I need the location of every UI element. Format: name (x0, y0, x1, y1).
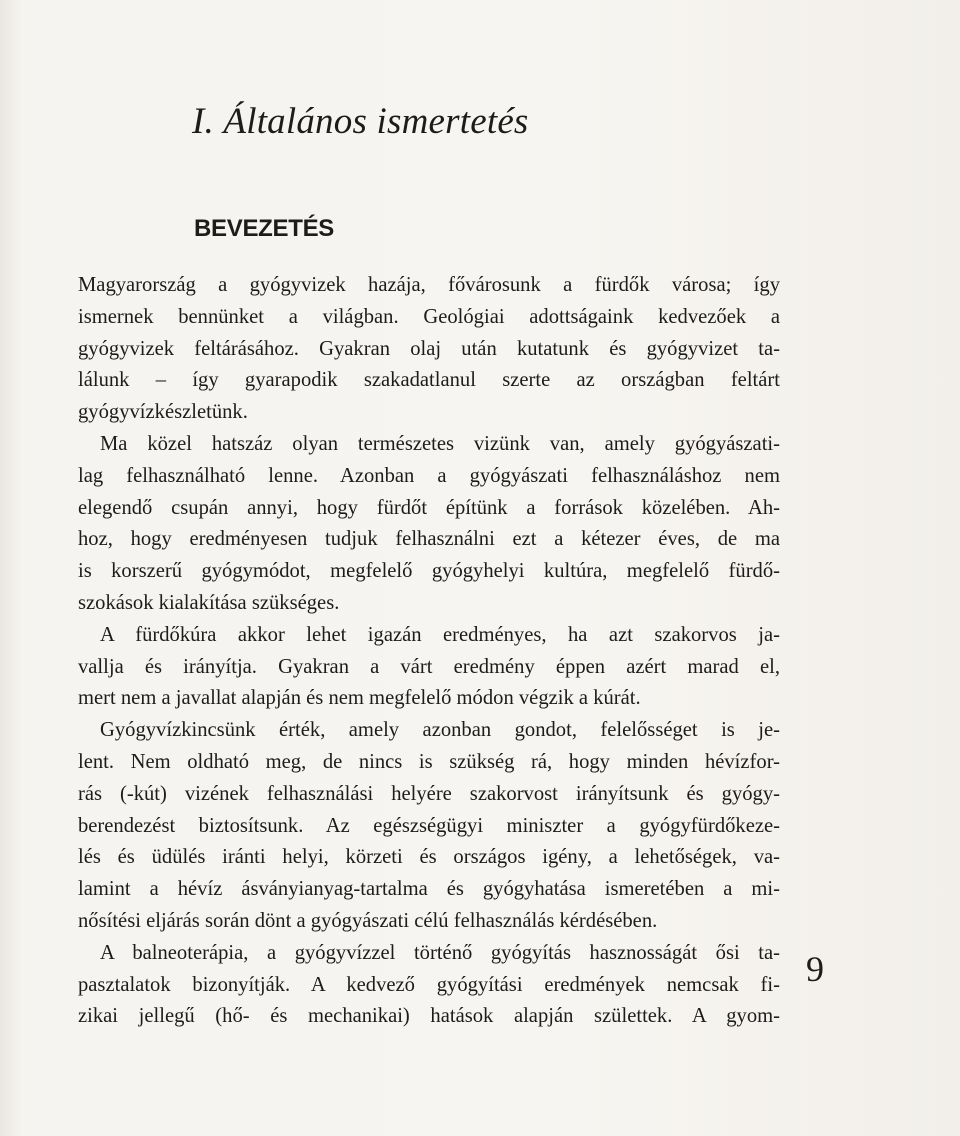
text-line: Gyógyvízkincsünk érték, amely azonban gondot, felelősséget is je- (100, 719, 780, 742)
text-line: berendezést biztosítsunk. Az egészségügyi miniszter a gyógyfürdőkeze- (78, 814, 780, 837)
text-line: is korszerű gyógymódot, megfelelő gyógyhelyi kultúra, megfelelő fürdő- (78, 560, 780, 583)
text-line: mert nem a javallat alapján és nem megfelelő módon végzik a kúrát. (78, 687, 641, 710)
text-line: lag felhasználható lenne. Azonban a gyógyászati felhasználáshoz nem (78, 464, 780, 487)
text-line: lálunk – így gyarapodik szakadatlanul szerte az országban feltárt (78, 369, 780, 392)
text-line: zikai jellegű (hő- és mechanikai) hatások alapján születtek. A gyom- (78, 1005, 780, 1028)
body-text (78, 270, 780, 1033)
text-line: A fürdőkúra akkor lehet igazán eredményes, ha azt szakorvos ja- (100, 623, 780, 646)
text-line: szokások kialakítása szükséges. (78, 591, 340, 614)
text-line: pasztalatok bizonyítják. A kedvező gyógyítási eredmények nemcsak fi- (78, 973, 780, 996)
text-line: gyógyvízkészletünk. (78, 401, 248, 424)
page-number: 9 (806, 949, 824, 989)
text-line: vallja és irányítja. Gyakran a várt eredmény éppen azért marad el, (78, 655, 780, 678)
text-line: ismernek bennünket a világban. Geológiai adottságaink kedvezőek a (78, 305, 780, 328)
section-heading: BEVEZETÉS (194, 215, 334, 242)
chapter-title: I. Általános ismertetés (192, 101, 529, 142)
text-line: hoz, hogy eredményesen tudjuk felhasználni ezt a kétezer éves, de ma (78, 528, 780, 551)
text-line: Ma közel hatszáz olyan természetes vizünk van, amely gyógyászati- (100, 432, 780, 455)
text-line: nősítési eljárás során dönt a gyógyászati célú felhasználás kérdésében. (78, 909, 658, 932)
text-line: elegendő csupán annyi, hogy fürdőt építünk a források közelében. Ah- (78, 496, 780, 519)
text-line: lamint a hévíz ásványianyag-tartalma és gyógyhatása ismeretében a mi- (78, 878, 780, 901)
text-line: Magyarország a gyógyvizek hazája, fővárosunk a fürdők városa; így (78, 274, 780, 296)
text-line: gyógyvizek feltárásához. Gyakran olaj után kutatunk és gyógyvizet ta- (78, 337, 780, 360)
text-line: rás (-kút) vizének felhasználási helyére szakorvost irányítsunk és gyógy- (78, 782, 780, 805)
text-line: A balneoterápia, a gyógyvízzel történő gyógyítás hasznosságát ősi ta- (100, 941, 780, 964)
text-line: lent. Nem oldható meg, de nincs is szükség rá, hogy minden hévízfor- (78, 750, 780, 773)
text-line: lés és üdülés iránti helyi, körzeti és országos igény, a lehetőségek, va- (78, 846, 780, 869)
